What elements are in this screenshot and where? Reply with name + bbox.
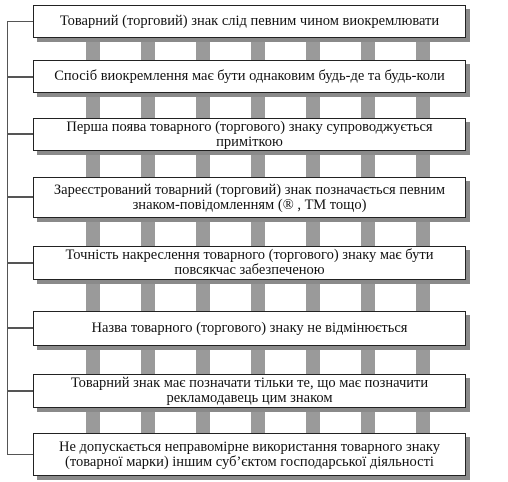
step-box-7 <box>33 374 466 408</box>
step-box-4 <box>33 177 466 218</box>
step-connector <box>7 328 33 391</box>
step-box-3 <box>33 118 466 151</box>
step-connector <box>7 263 33 328</box>
step-box-6 <box>33 311 466 346</box>
step-text: Товарний знак має позначати тільки те, що має позначити рекламодавець цим знаком <box>70 375 429 406</box>
step-box-8 <box>33 433 466 476</box>
step-connector <box>7 197 33 263</box>
step-text: Точність накреслення товарного (торгового) знаку має бути повсякчас забезпеченою <box>65 247 434 278</box>
step-text: Спосіб виокремлення має бути однаковим будь-де та будь-коли <box>54 68 445 84</box>
step-connector <box>7 391 33 455</box>
step-text: Перша поява товарного (торгового) знаку супроводжується приміткою <box>66 118 433 150</box>
step-text: Не допускається неправомірне використання товарного знаку (товарної марки) іншим суб’єктом господарської діяльності <box>58 438 440 470</box>
step-box-5 <box>33 246 466 280</box>
step-text: Назва товарного (торгового) знаку не відмінюється <box>91 320 408 336</box>
step-text: Зареєстрований товарний (торговий) знак позначається певним знаком-повідомленням (® , ТМ тощо) <box>53 181 446 213</box>
step-connector <box>7 21 33 77</box>
step-text: Товарний (торговий) знак слід певним чином виокремлювати <box>59 13 440 29</box>
step-connector <box>7 77 33 134</box>
step-box-1 <box>33 5 466 38</box>
step-box-2 <box>33 60 466 93</box>
step-connector <box>7 134 33 197</box>
